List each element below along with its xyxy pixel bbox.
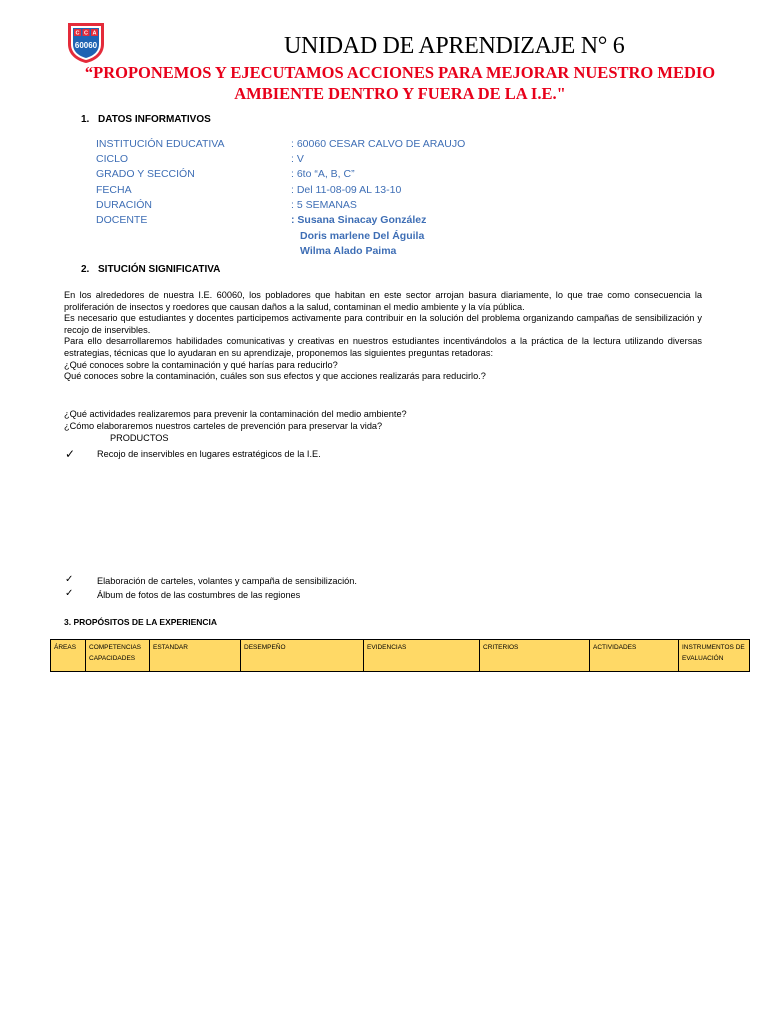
table-header-cell: EVIDENCIAS [364, 640, 480, 672]
logo-number: 60060 [74, 41, 98, 50]
docente-name: Doris marlene Del Águila [300, 230, 425, 242]
table-header-cell: CRITERIOS [480, 640, 590, 672]
info-value: : 6to “A, B, C” [291, 168, 355, 180]
product-item: Elaboración de carteles, volantes y campaña de sensibilización. [97, 576, 357, 586]
paragraph: Para ello desarrollaremos habilidades comunicativas y creativas en nuestros estudiantes incentivándolos a la práctica de la lectura utilizando diversas estrategias, técnicas que lo ayudaran en su aprendizaje, proponemos las siguientes preguntas retadoras: [64, 336, 702, 358]
info-value: : 5 SEMANAS [291, 199, 357, 211]
question: Qué conoces sobre la contaminación, cuáles son sus efectos y que acciones realizarás para reducirlo.? [64, 371, 486, 382]
section-2-heading [81, 264, 220, 275]
info-label: DURACIÓN [96, 199, 153, 211]
docente-name: Wilma Alado Paima [300, 245, 397, 257]
page-subtitle [40, 62, 760, 104]
section-number: 2. [81, 264, 90, 275]
check-icon: ✓ [65, 447, 76, 461]
section-title: SITUCIÓN SIGNIFICATIVA [98, 264, 221, 275]
info-label: INSTITUCIÓN EDUCATIVA [96, 138, 225, 150]
info-label: CICLO [96, 153, 129, 165]
logo-letter: A [92, 30, 97, 37]
logo-letter: C [84, 30, 88, 37]
table-header-cell: ÁREAS [51, 640, 86, 672]
situation-text [64, 290, 702, 383]
info-value: : Susana Sinacay González [291, 214, 427, 226]
school-crest-logo [64, 20, 108, 64]
section-title: DATOS INFORMATIVOS [98, 114, 211, 125]
product-item: Recojo de inservibles en lugares estratégicos de la I.E. [97, 449, 321, 459]
question: ¿Qué conoces sobre la contaminación y qué harías para reducirlo? [64, 359, 338, 370]
subtitle-line: AMBIENTE DENTRO Y FUERA DE LA I.E." [234, 84, 566, 103]
info-label: DOCENTE [96, 214, 148, 226]
info-value: : V [291, 153, 304, 165]
section-3-heading: 3. PROPÓSITOS DE LA EXPERIENCIA [64, 617, 218, 627]
table-header-cell: DESEMPEÑO [241, 640, 364, 672]
product-item: Álbum de fotos de las costumbres de las regiones [97, 590, 301, 600]
info-value: : Del 11-08-09 AL 13-10 [291, 184, 402, 196]
check-icon: ✓ [65, 588, 74, 599]
page-title: UNIDAD DE APRENDIZAJE N° 6 [284, 33, 625, 59]
info-label: GRADO Y SECCIÓN [96, 168, 195, 180]
info-label: FECHA [96, 184, 132, 196]
products-label: PRODUCTOS [110, 433, 169, 443]
table-header-cell: INSTRUMENTOS DE EVALUACIÓN [679, 640, 750, 672]
question: ¿Qué actividades realizaremos para prevenir la contaminación del medio ambiente? [64, 409, 407, 419]
table-header-row [51, 640, 750, 672]
section-number: 1. [81, 114, 90, 125]
section-1-heading [81, 114, 211, 125]
paragraph: Es necesario que estudiantes y docentes participemos activamente para contribuir en la solución del problema organizando campañas de sensibilización y recojo de inservibles. [64, 313, 702, 335]
purposes-table [50, 639, 750, 672]
info-value: : 60060 CESAR CALVO DE ARAUJO [291, 138, 466, 150]
table-header-cell: ACTIVIDADES [590, 640, 679, 672]
subtitle-line: “PROPONEMOS Y EJECUTAMOS ACCIONES PARA MEJORAR NUESTRO MEDIO [84, 63, 716, 82]
paragraph: En los alrededores de nuestra I.E. 60060, los pobladores que habitan en este sector arrojan basura diariamente, lo que trae como consecuencia la proliferación de insectos y roedores que causan daños a la salud, contaminan el medio ambiente y la vía pública. [64, 290, 702, 312]
table-header-cell: COMPETENCIAS CAPACIDADES [86, 640, 150, 672]
table-header-cell: ESTANDAR [150, 640, 241, 672]
check-icon: ✓ [65, 574, 74, 585]
question: ¿Cómo elaboraremos nuestros carteles de prevención para preservar la vida? [64, 421, 383, 431]
logo-letter: C [75, 30, 80, 37]
